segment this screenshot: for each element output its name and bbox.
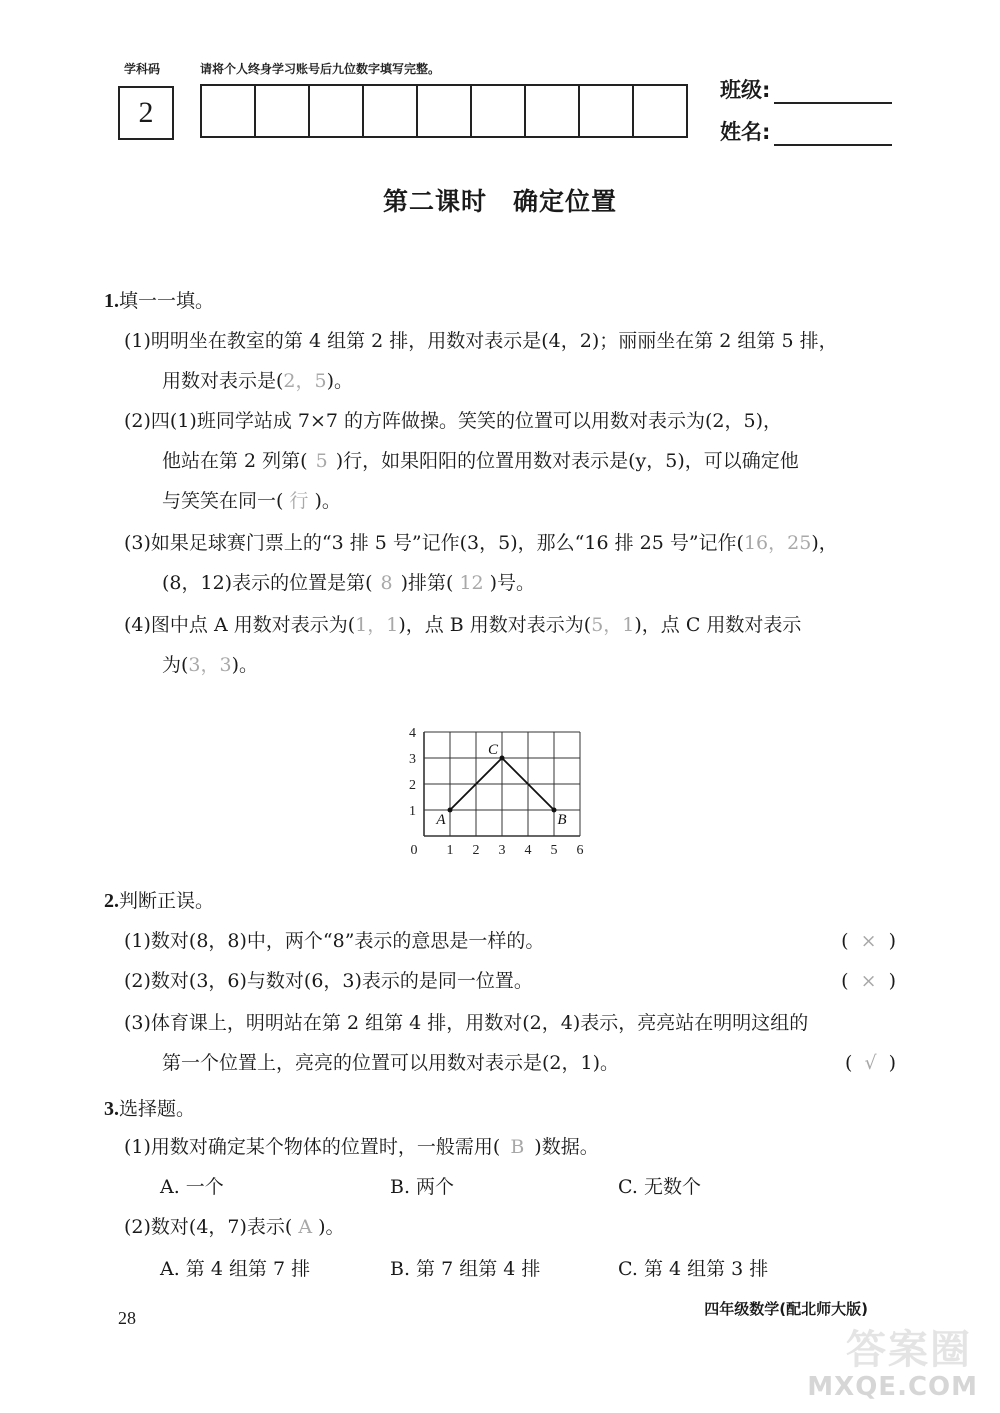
q1-4-text-b: )，点 B 用数对表示为( xyxy=(398,614,592,636)
q3-2-text-a: (2)数对(4，7)表示( xyxy=(124,1216,293,1238)
q1-2-answer2: 行 xyxy=(289,490,309,512)
point-label-c: C xyxy=(487,742,499,758)
q3-1-option-a[interactable]: A. 一个 xyxy=(160,1176,224,1198)
q1-3-answer1: 16，25 xyxy=(743,532,812,554)
q1-4-line2 xyxy=(162,652,258,678)
y-tick-label: 4 xyxy=(409,726,416,741)
q3-2-option-c[interactable]: C. 第 4 组第 3 排 xyxy=(618,1258,769,1280)
q3-heading-text: 选择题。 xyxy=(119,1098,196,1120)
q1-4-text-c: )，点 C 用数对表示 xyxy=(634,614,802,636)
q3-1-question xyxy=(124,1134,599,1160)
q1-4-answer1: 1，1 xyxy=(355,614,399,636)
q2-number: 2. xyxy=(104,890,119,912)
watermark-logo: 答案圈 xyxy=(846,1327,972,1373)
q2-2-answer-paren: ( × ) xyxy=(841,970,896,992)
q2-3-answer-paren: ( √ ) xyxy=(844,1052,896,1074)
q1-3-text-a: (3)如果足球赛门票上的“3 排 5 号”记作(3，5)，那么“16 排 25 号”记作( xyxy=(124,532,744,554)
q1-2-line2 xyxy=(162,448,799,474)
account-digit-boxes[interactable] xyxy=(200,84,688,138)
q1-2-line3 xyxy=(162,488,341,514)
q2-1-answer-paren: ( × ) xyxy=(841,930,896,952)
q1-4-answer2: 5，1 xyxy=(591,614,635,636)
subject-code-box: 2 xyxy=(118,86,174,140)
x-tick-label: 2 xyxy=(472,843,480,858)
digit-box[interactable] xyxy=(526,86,580,136)
name-label: 姓名: xyxy=(720,120,771,144)
q2-3-answer: √ xyxy=(864,1052,877,1074)
point-label-b: B xyxy=(557,812,567,828)
q1-2-text-c: 与笑笑在同一( xyxy=(162,490,284,512)
point-b xyxy=(552,808,557,813)
q1-1-line2 xyxy=(162,368,353,394)
q2-1-answer: × xyxy=(860,930,877,952)
point-c xyxy=(500,756,505,761)
q3-2-question xyxy=(124,1214,345,1240)
q1-2-text-a: 他站在第 2 列第( xyxy=(162,450,308,472)
q1-heading xyxy=(104,286,214,313)
q2-heading-text: 判断正误。 xyxy=(119,890,215,912)
coordinate-grid-figure xyxy=(400,718,600,866)
q2-heading xyxy=(104,886,214,913)
q2-3-line1: (3)体育课上，明明站在第 2 组第 4 排，用数对(2，4)表示，亮亮站在明明这组的 xyxy=(124,1012,809,1034)
x-tick-label: 5 xyxy=(550,843,558,858)
q3-number: 3. xyxy=(104,1098,119,1120)
q1-2-line1: (2)四(1)班同学站成 7×7 的方阵做操。笑笑的位置可以用数对表示为(2，5)， xyxy=(124,410,783,432)
q1-1-line1: (1)明明坐在教室的第 4 组第 2 排，用数对表示是(4，2)；丽丽坐在第 2 组第 5 排， xyxy=(124,330,838,352)
q3-2-option-b[interactable]: B. 第 7 组第 4 排 xyxy=(390,1258,541,1280)
points xyxy=(435,742,566,828)
y-tick-label: 1 xyxy=(409,804,416,819)
q1-3-text-b: )， xyxy=(811,532,838,554)
digit-box[interactable] xyxy=(634,86,686,136)
x-tick-label: 6 xyxy=(576,843,584,858)
book-title: 四年级数学(配北师大版) xyxy=(704,1300,868,1318)
q1-heading-text: 填一一填。 xyxy=(119,290,215,312)
q3-1-answer: B xyxy=(510,1136,525,1158)
q3-1-option-b[interactable]: B. 两个 xyxy=(390,1176,455,1198)
q1-4-text-a: (4)图中点 A 用数对表示为( xyxy=(124,614,356,636)
q3-2-text-b: )。 xyxy=(318,1216,345,1238)
name-field[interactable] xyxy=(720,116,892,146)
q1-1-text-b: )。 xyxy=(326,370,354,392)
q1-4-text-d: 为( xyxy=(162,654,189,676)
q2-1-statement: (1)数对(8，8)中，两个“8”表示的意思是一样的。 xyxy=(124,930,545,952)
page-number: 28 xyxy=(118,1308,136,1328)
q1-4-line1 xyxy=(124,612,801,638)
q3-2-option-a[interactable]: A. 第 4 组第 7 排 xyxy=(160,1258,311,1280)
x-tick-label: 3 xyxy=(498,843,506,858)
q3-heading xyxy=(104,1094,195,1121)
account-instruction: 请将个人终身学习账号后九位数字填写完整。 xyxy=(200,62,441,76)
digit-box[interactable] xyxy=(256,86,310,136)
y-tick-label: 2 xyxy=(409,778,416,793)
digit-box[interactable] xyxy=(472,86,526,136)
class-label: 班级: xyxy=(720,78,771,102)
page-title: 第二课时 确定位置 xyxy=(382,187,617,216)
point-a xyxy=(448,808,453,813)
q2-2-statement: (2)数对(3，6)与数对(6，3)表示的是同一位置。 xyxy=(124,970,533,992)
point-label-a: A xyxy=(436,812,446,828)
digit-box[interactable] xyxy=(310,86,364,136)
q3-2-answer: A xyxy=(298,1216,313,1238)
y-tick-label: 3 xyxy=(409,752,416,767)
q2-2-answer: × xyxy=(860,970,877,992)
q1-number: 1. xyxy=(104,290,119,312)
digit-box[interactable] xyxy=(580,86,634,136)
q3-1-text-a: (1)用数对确定某个物体的位置时，一般需用( xyxy=(124,1136,501,1158)
x-tick-label: 1 xyxy=(446,843,454,858)
x-tick-label: 0 xyxy=(410,843,418,858)
q1-4-answer3: 3，3 xyxy=(188,654,232,676)
q1-3-answer2: 8 xyxy=(380,572,393,594)
q2-3-line2: 第一个位置上，亮亮的位置可以用数对表示是(2，1)。 xyxy=(162,1052,620,1074)
q1-3-answer3: 12 xyxy=(459,572,484,594)
class-line[interactable] xyxy=(774,82,892,104)
watermark-url: MXQE.COM xyxy=(807,1372,978,1402)
subject-code-label: 学科码 xyxy=(124,62,161,76)
q1-1-answer: 2，5 xyxy=(283,370,327,392)
digit-box[interactable] xyxy=(418,86,472,136)
digit-box[interactable] xyxy=(202,86,256,136)
q1-3-text-d: )排第( xyxy=(400,572,454,594)
class-field[interactable] xyxy=(720,74,892,104)
digit-box[interactable] xyxy=(364,86,418,136)
x-tick-label: 4 xyxy=(524,843,532,858)
q3-1-text-b: )数据。 xyxy=(534,1136,599,1158)
q1-2-text-d: )。 xyxy=(314,490,341,512)
q1-3-text-e: )号。 xyxy=(489,572,536,594)
q1-3-line2 xyxy=(162,570,535,596)
q1-3-text-c: (8，12)表示的位置是第( xyxy=(162,572,373,594)
q3-1-option-c[interactable]: C. 无数个 xyxy=(618,1176,701,1198)
q1-2-text-b: )行，如果阳阳的位置用数对表示是(y，5)，可以确定他 xyxy=(335,450,799,472)
q1-1-text-a: 用数对表示是( xyxy=(162,370,284,392)
q1-2-answer1: 5 xyxy=(315,450,328,472)
q1-4-text-e: )。 xyxy=(231,654,259,676)
q1-3-line1 xyxy=(124,530,838,556)
name-line[interactable] xyxy=(774,124,892,146)
